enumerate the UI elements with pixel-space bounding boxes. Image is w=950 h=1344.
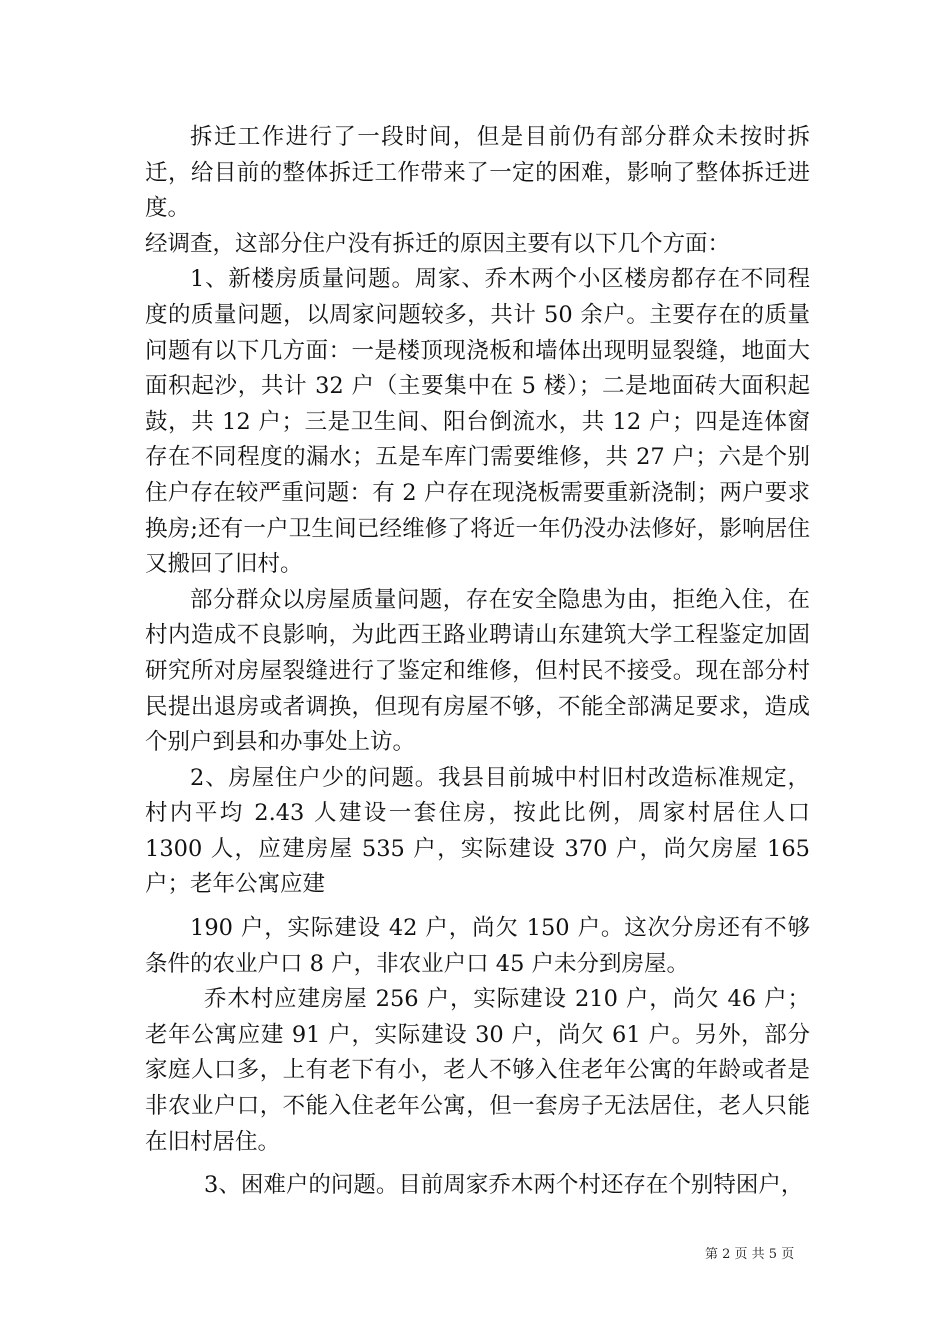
paragraph-elderly-apartments: 190 户，实际建设 42 户，尚欠 150 户。这次分房还有不够条件的农业户口 8 户，非农业户口 45 户未分到房屋。 [145, 915, 810, 977]
paragraph-hardship-households: 3、困难户的问题。目前周家乔木两个村还存在个别特困户， [204, 1172, 804, 1199]
document-body [145, 120, 810, 1204]
page-number: 第 2 页 共 5 页 [705, 1247, 795, 1262]
paragraph-quality-issue: 1、新楼房质量问题。周家、乔木两个小区楼房都存在不同程度的质量问题，以周家问题较多，共计 50 余户。主要存在的质量问题有以下几方面：一是楼顶现浇板和墙体出现明显裂缝，地面大面积起沙，共计 32 户（主要集中在 5 楼）；二是地面砖大面积起鼓，共 12 户；三是卫生间、阳台倒流水，共 12 户；四是连体窗存在不同程度的漏水；五是车库门需要维修，共 27 户；六是个别住户存在较严重问题：有 2 户存在现浇板需要重新浇制；两户要求换房;还有一户卫生间已经维修了将近一年仍没办法修好，影响居住又搬回了旧村。 [145, 266, 810, 578]
paragraph-refusal: 部分群众以房屋质量问题，存在安全隐患为由，拒绝入住，在村内造成不良影响，为此西王路业聘请山东建筑大学工程鉴定加固研究所对房屋裂缝进行了鉴定和维修，但村民不接受。现在部分村民提出退房或者调换，但现有房屋不够，不能全部满足要求，造成个别户到县和办事处上访。 [145, 586, 810, 756]
paragraph-qiaomu-village: 乔木村应建房屋 256 户，实际建设 210 户，尚欠 46 户；老年公寓应建 91 户，实际建设 30 户，尚欠 61 户。另外，部分家庭人口多，上有老下有小，老人不够入住老年公寓的年龄或者是非农业户口，不能入住老年公寓，但一套房子无法居住，老人只能在旧村居住。 [145, 986, 810, 1155]
paragraph-survey: 经调查，这部分住户没有拆迁的原因主要有以下几个方面： [145, 230, 731, 257]
paragraph-housing-shortage: 2、房屋住户少的问题。我县目前城中村旧村改造标准规定，村内平均 2.43 人建设一套住房，按此比例，周家村居住人口 1300 人，应建房屋 535 户，实际建设 370 户，尚欠房屋 165 户；老年公寓应建 [145, 764, 810, 898]
paragraph-intro: 拆迁工作进行了一段时间，但是目前仍有部分群众未按时拆迁，给目前的整体拆迁工作带来了一定的困难，影响了整体拆迁进度。 [145, 124, 810, 222]
